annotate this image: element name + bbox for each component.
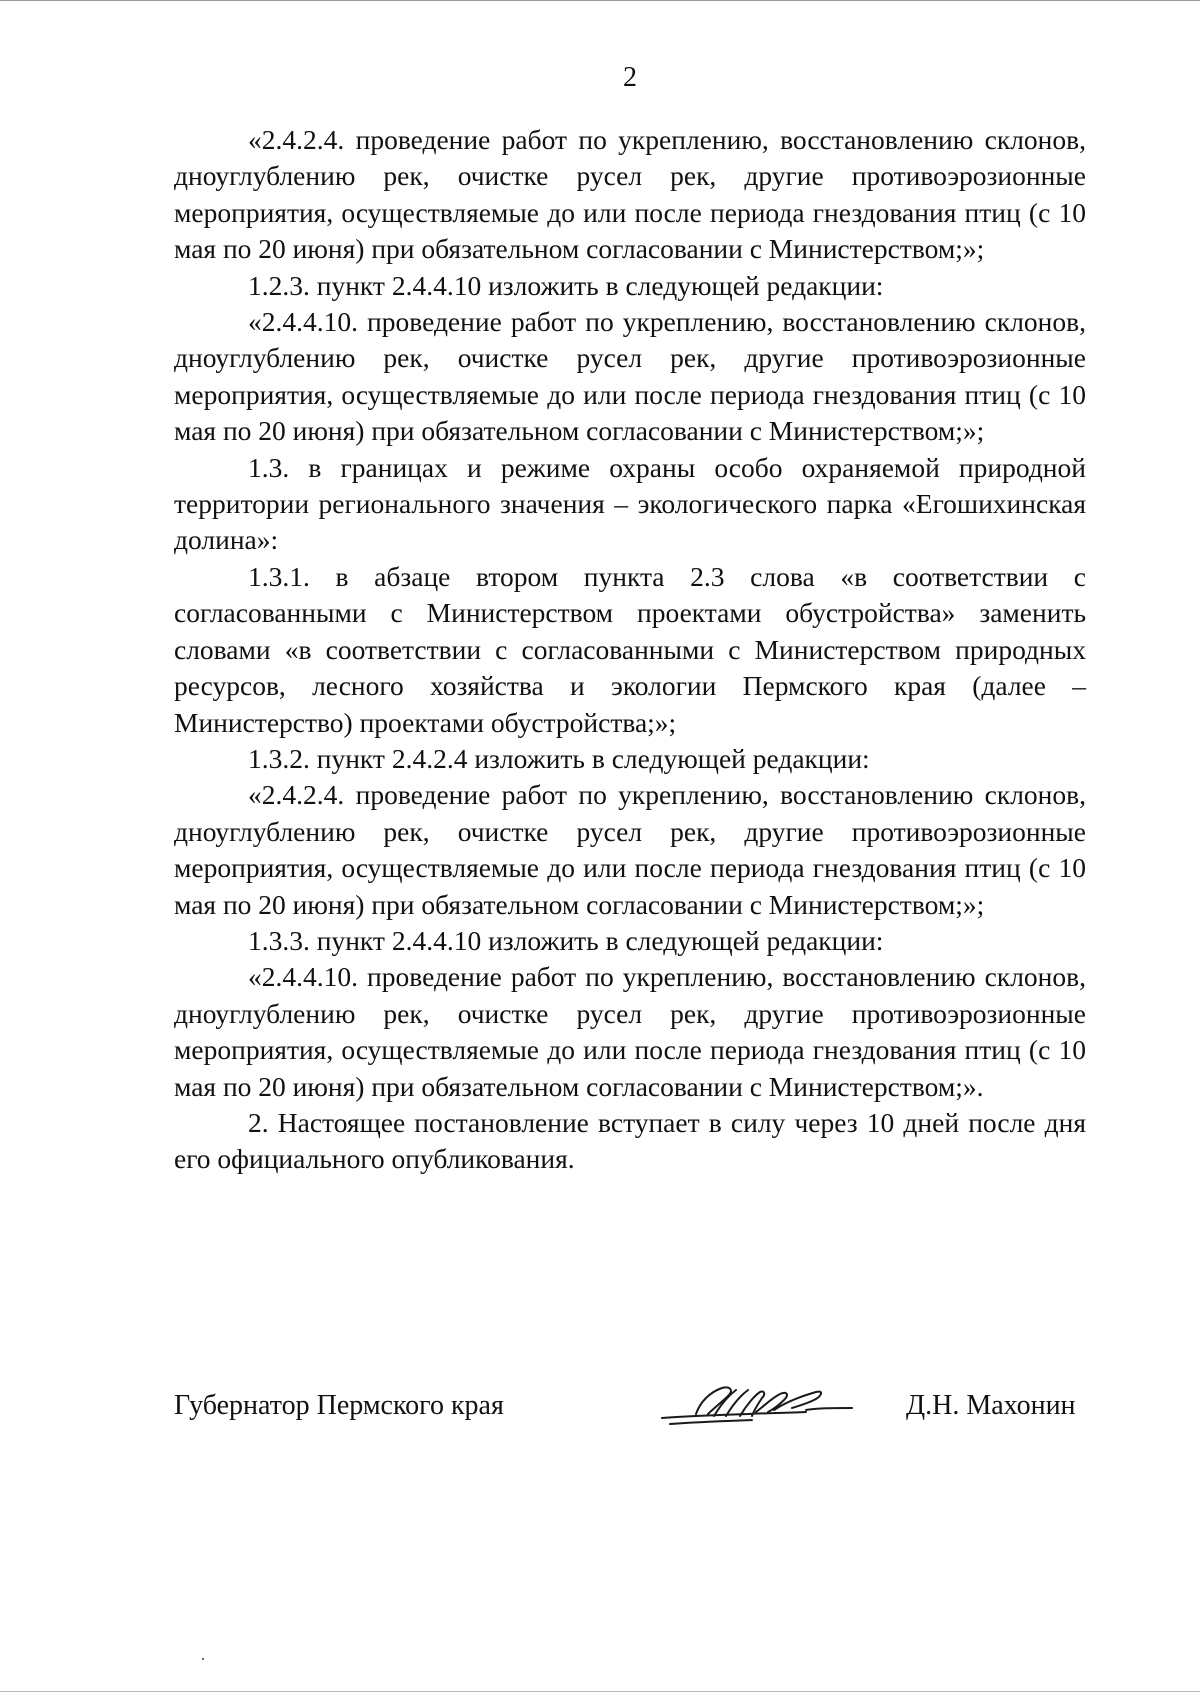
paragraph-1-3-2: 1.3.2. пункт 2.4.2.4 изложить в следующей редакции: bbox=[248, 742, 870, 774]
paragraph-2-effective-date: 2. Настоящее постановление вступает в силу через 10 дней после дня его официального опубликования. bbox=[174, 1106, 1086, 1175]
signatory-name: Д.Н. Махонин bbox=[906, 1390, 1076, 1421]
paragraph-1-2-3: 1.2.3. пункт 2.4.4.10 изложить в следующей редакции: bbox=[248, 269, 884, 301]
paragraph-2-4-2-4-first: «2.4.2.4. проведение работ по укреплению, восстановлению склонов, дноуглублению рек, очистке русел рек, другие противоэрозионные мероприятия, осуществляемые до или после периода гнездования птиц (с 10 мая по 20 июня) при обязательном согласовании с Министерством;»; bbox=[174, 124, 1086, 265]
handwritten-signature bbox=[656, 1378, 856, 1436]
paragraph-2-4-2-4-second: «2.4.2.4. проведение работ по укреплению, восстановлению склонов, дноуглублению рек, очистке русел рек, другие противоэрозионные мероприятия, осуществляемые до или после периода гнездования птиц (с 10 мая по 20 июня) при обязательном согласовании с Министерством;»; bbox=[174, 779, 1086, 920]
signature-block bbox=[0, 1378, 1200, 1438]
signatory-position: Губернатор Пермского края bbox=[174, 1390, 504, 1421]
paragraph-1-3-1: 1.3.1. в абзаце втором пункта 2.3 слова «в соответствии с согласованными с Министерством проектами обустройства» заменить словами «в соответствии с согласованными с Министерством природных ресурсов, лесного хозяйства и экологии Пермского края (далее – Министерство) проектами обустройства;»; bbox=[174, 560, 1086, 738]
paragraph-1-3: 1.3. в границах и режиме охраны особо охраняемой природной территории регионального значения – экологического парка «Егошихинская долина»: bbox=[174, 451, 1086, 556]
paragraph-2-4-4-10-second: «2.4.4.10. проведение работ по укреплению, восстановлению склонов, дноуглублению рек, очистке русел рек, другие противоэрозионные мероприятия, осуществляемые до или после периода гнездования птиц (с 10 мая по 20 июня) при обязательном согласовании с Министерством;». bbox=[174, 961, 1086, 1102]
paragraph-1-3-3: 1.3.3. пункт 2.4.4.10 изложить в следующей редакции: bbox=[248, 924, 884, 956]
scan-speck bbox=[202, 1658, 204, 1660]
scan-top-edge bbox=[0, 0, 1200, 1]
page-number: 2 bbox=[623, 62, 637, 93]
paragraph-2-4-4-10-first: «2.4.4.10. проведение работ по укреплению, восстановлению склонов, дноуглублению рек, очистке русел рек, другие противоэрозионные мероприятия, осуществляемые до или после периода гнездования птиц (с 10 мая по 20 июня) при обязательном согласовании с Министерством;»; bbox=[174, 306, 1086, 447]
document-body bbox=[174, 122, 1086, 1178]
